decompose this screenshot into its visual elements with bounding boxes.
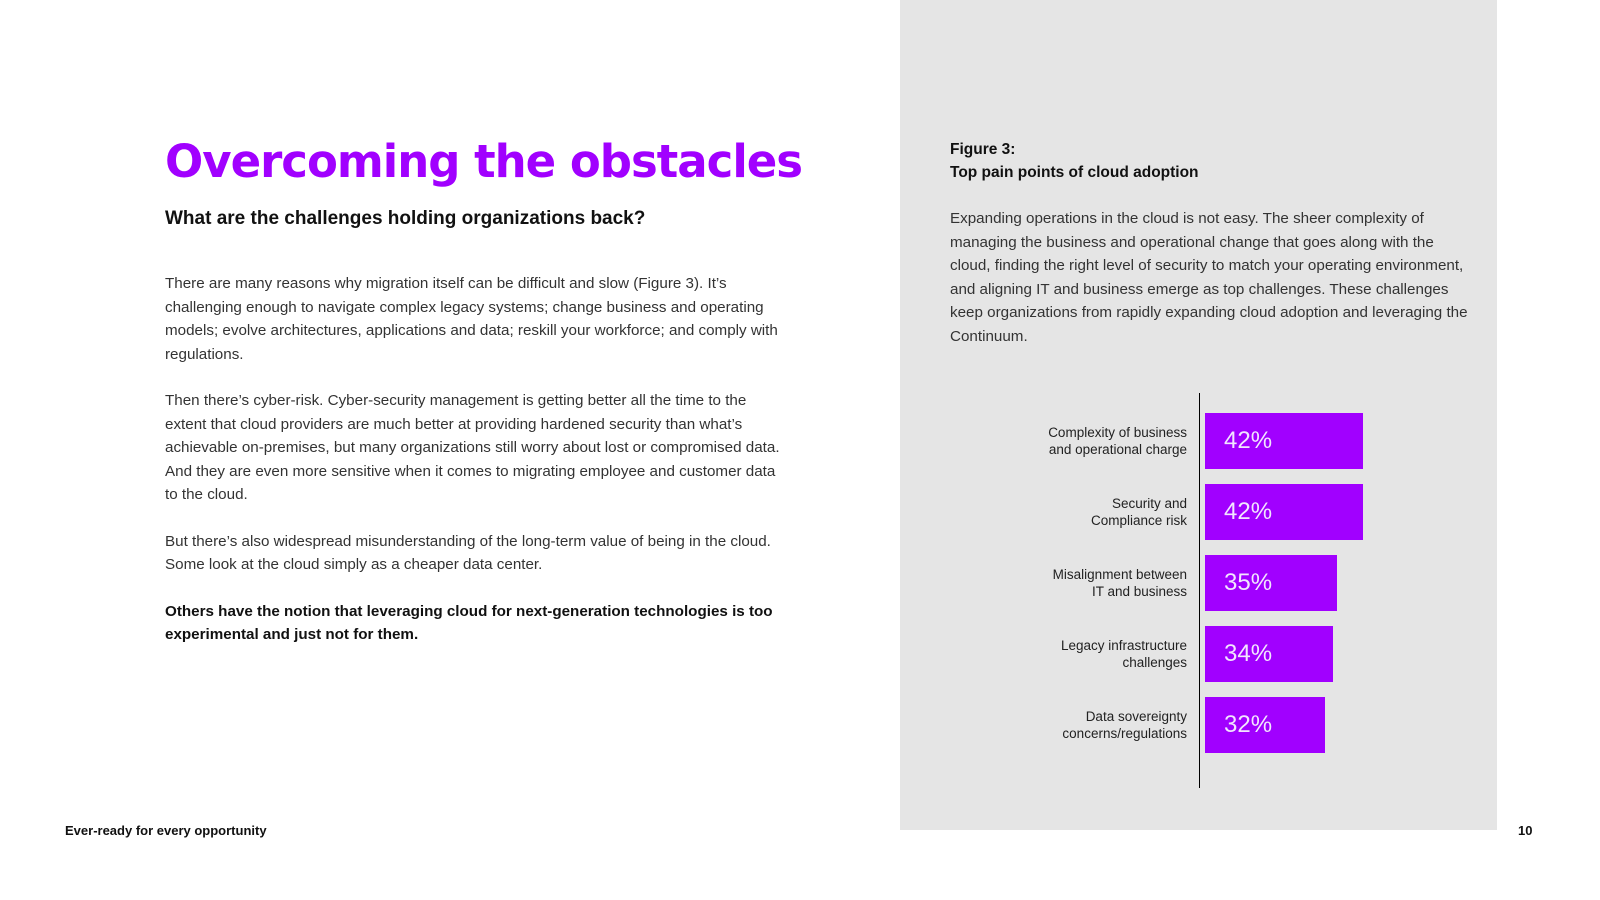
paragraph: But there’s also widespread misunderstanding of the long-term value of being in the cloud. Some look at the cloud simply as a cheaper data center. — [165, 532, 771, 573]
chart-row — [980, 626, 1400, 682]
chart-bar — [1205, 413, 1363, 469]
paragraph: There are many reasons why migration itself can be difficult and slow (Figure 3). It’s challenging enough to navigate complex legacy systems; change business and operating models; evolve architectures, applications and data; reskill your workforce; and comply with regulations. — [165, 275, 778, 363]
page-title: Overcoming the obstacles — [165, 135, 803, 188]
category-label: Complexity of business and operational charge — [1048, 424, 1187, 457]
body-text — [165, 272, 785, 670]
figure-caption: Top pain points of cloud adoption — [950, 164, 1199, 181]
emphasis-paragraph: Others have the notion that leveraging cloud for next-generation technologies is too experimental and just not for them. — [165, 602, 773, 643]
chart-row — [980, 555, 1400, 611]
bar-value-label: 32% — [1224, 711, 1273, 738]
chart-row — [980, 697, 1400, 753]
category-label: Security and Compliance risk — [1090, 495, 1187, 528]
footer-tagline: Ever-ready for every opportunity — [65, 823, 267, 838]
category-label: Misalignment between IT and business — [1052, 566, 1187, 599]
bar-value-label: 42% — [1224, 427, 1273, 454]
bar-value-label: 35% — [1224, 569, 1273, 596]
page-subtitle: What are the challenges holding organizations back? — [165, 208, 646, 229]
paragraph: Then there’s cyber-risk. Cyber-security management is getting better all the time to the extent that cloud providers are much better at providing hardened security than what’s achievable on-premises, but many organizations still worry about lost or compromised data. And they are even more sensitive when it comes to migrating employee and customer data to the cloud. — [165, 392, 780, 503]
category-label: Legacy infrastructure challenges — [1060, 637, 1187, 670]
chart-bar — [1205, 626, 1333, 682]
category-label: Data sovereignty concerns/regulations — [1062, 708, 1187, 741]
chart-bar — [1205, 697, 1325, 753]
chart-bar — [1205, 555, 1337, 611]
chart-row — [980, 484, 1400, 540]
chart-row — [980, 413, 1400, 469]
figure-description: Expanding operations in the cloud is not easy. The sheer complexity of managing the business and operational change that goes along with the cloud, finding the right level of security to match your operating environment, and aligning IT and business emerge as top challenges. These challenges keep organizations from rapidly expanding cloud adoption and leveraging the Continuum. — [950, 210, 1468, 345]
chart-bar — [1205, 484, 1363, 540]
bar-value-label: 34% — [1224, 640, 1273, 667]
bar-value-label: 42% — [1224, 498, 1273, 525]
figure-heading — [950, 138, 1450, 184]
page-number: 10 — [1518, 823, 1533, 838]
figure-label: Figure 3: — [950, 141, 1016, 158]
